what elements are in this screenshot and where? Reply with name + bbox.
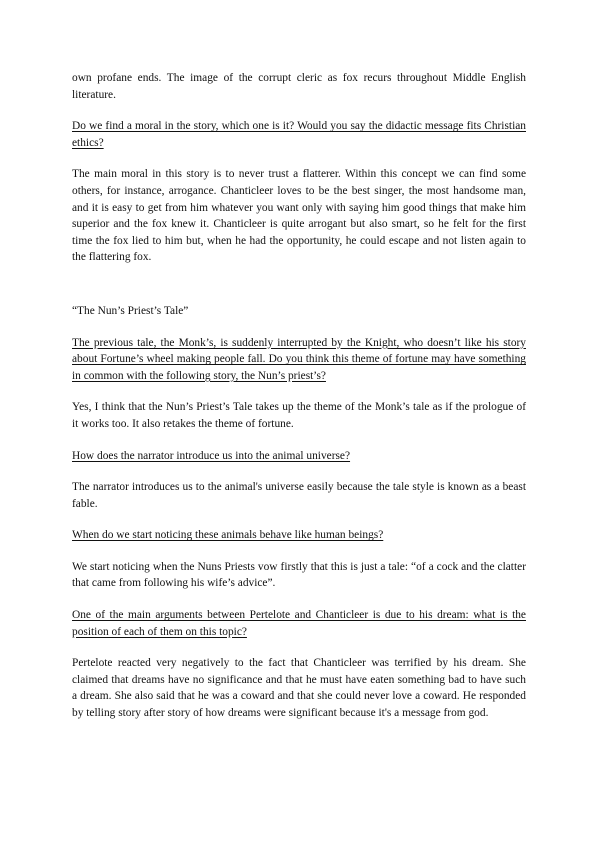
answer-moral: The main moral in this story is to never trust a flatterer. Within this concept we can find some others, for instance, arrogance. Chanticleer loves to be the best singer, the most handsome man, and it is easy to get from him whatever you want only with saying him good things that make him superior and the fox knew it. Chanticleer is quite arrogant but also smart, so he felt for the first time the fox lied to him but, when he had the opportunity, he could escape and not listen again to the flattering fox.	[72, 168, 526, 264]
document-page	[72, 70, 526, 737]
question-dream: One of the main arguments between Pertelote and Chanticleer is due to his dream: what is the position of each of them on this topic?	[72, 609, 526, 638]
question-animal-universe: How does the narrator introduce us into the animal universe?	[72, 449, 351, 462]
intro-paragraph: own profane ends. The image of the corrupt cleric as fox recurs throughout Middle English literature.	[72, 72, 526, 101]
question-human-behaviour: When do we start noticing these animals behave like human beings?	[72, 529, 384, 542]
answer-dream: Pertelote reacted very negatively to the fact that Chanticleer was terrified by his dream. She claimed that dreams have no significance and that he must have eaten something bad to have such a dream. She also said that he was a coward and that she could never love a coward. He responded by telling story after story of how dreams were significant because it's a message from god.	[72, 657, 526, 720]
answer-fortune: Yes, I think that the Nun’s Priest’s Tale takes up the theme of the Monk’s tale as if the prologue of it works too. It also retakes the theme of fortune.	[72, 401, 526, 430]
answer-animal-universe: The narrator introduces us to the animal's universe easily because the tale style is known as a beast fable.	[72, 481, 526, 510]
question-moral: Do we find a moral in the story, which one is it? Would you say the didactic message fits Christian ethics?	[72, 120, 526, 149]
question-fortune: The previous tale, the Monk’s, is suddenly interrupted by the Knight, who doesn’t like his story about Fortune’s wheel making people fall. Do you think this theme of fortune may have something in common with the following story, the Nun’s priest’s?	[72, 336, 526, 382]
answer-human-behaviour: We start noticing when the Nuns Priests vow firstly that this is just a tale: “of a cock and the clatter that came from following his wife’s advice”.	[72, 560, 526, 590]
section-title: “The Nun’s Priest’s Tale”	[72, 304, 189, 317]
